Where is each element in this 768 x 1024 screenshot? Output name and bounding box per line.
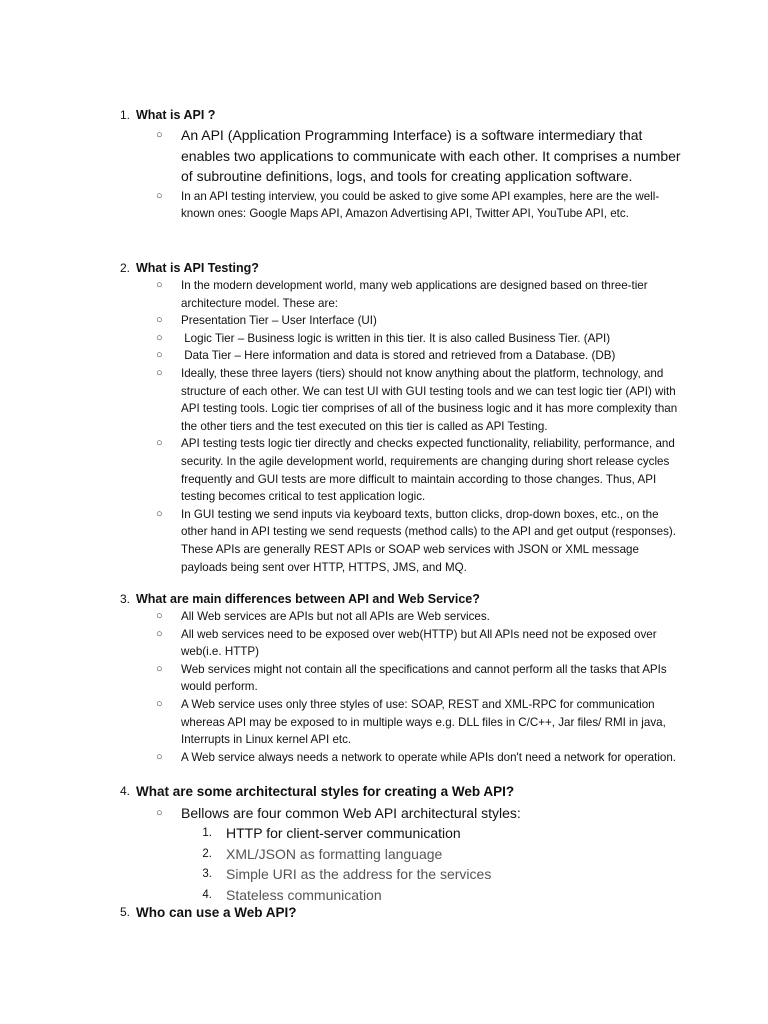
bullet-item (0, 749, 681, 767)
list-item (0, 823, 768, 844)
list-item-number: 3. (202, 868, 212, 880)
bullet-text: In GUI testing we send inputs via keyboard texts, button clicks, drop-down boxes, etc., on the other hand in API testing we send requests (method calls) to the API and get output (responses). These APIs are generally REST APIs or SOAP web services with JSON or XML message payloads being sent over HTTP, HTTPS, JMS, and MQ. (181, 507, 676, 574)
list-item-text: XML/JSON as formatting language (226, 845, 443, 862)
bullet-item (0, 330, 681, 348)
question-3-bullets (0, 608, 768, 766)
bullet-circle-icon: ○ (156, 331, 163, 344)
bullet-item (0, 435, 681, 505)
bullet-text: Bellows are four common Web API architectural styles: (181, 805, 521, 821)
bullet-item (0, 188, 681, 223)
bullet-item (0, 125, 681, 187)
list-item (0, 885, 768, 906)
bullet-circle-icon: ○ (156, 807, 163, 819)
bullet-text: In an API testing interview, you could be asked to give some API examples, here are the well-known ones: Google Maps API, Amazon Advertising API, Twitter API, YouTube API, etc. (181, 189, 660, 221)
bullet-item (0, 626, 681, 661)
bullet-item (0, 312, 681, 330)
bullet-text: Logic Tier – Business logic is written in this tier. It is also called Business Tier. (API) (181, 331, 611, 345)
question-number: 2. (119, 261, 130, 275)
bullet-circle-icon: ○ (156, 507, 163, 520)
bullet-circle-icon: ○ (156, 662, 163, 675)
architectural-styles-list (0, 823, 768, 905)
list-item-number: 2. (202, 847, 212, 860)
bullet-item (0, 696, 681, 749)
question-number: 3. (119, 592, 130, 606)
list-item-text: Simple URI as the address for the services (226, 866, 492, 882)
bullet-text: A Web service always needs a network to operate while APIs don't need a network for operation. (181, 750, 677, 764)
question-number: 5. (119, 905, 130, 919)
question-number: 1. (119, 108, 130, 122)
bullet-text: Presentation Tier – User Interface (UI) (181, 314, 377, 328)
bullet-circle-icon: ○ (156, 189, 163, 202)
list-item-number: 1. (202, 827, 212, 839)
question-2-bullets (0, 277, 768, 576)
bullet-item (0, 803, 741, 824)
list-item (0, 864, 768, 885)
bullet-text: API testing tests logic tier directly and checks expected functionality, reliability, performance, and security. In the agile development world, requirements are changing during short release cycles frequently and GUI tests are more difficult to maintain according to those changes. Thus, API testing becomes critical to test application logic. (181, 437, 675, 504)
bullet-circle-icon: ○ (156, 279, 163, 291)
bullet-text: An API (Application Programming Interface) is a software intermediary that enables two applications to communicate with each other. It comprises a number of subroutine definitions, logs, and tools for creating application software. (181, 127, 681, 184)
question-4-bullets (0, 803, 768, 824)
bullet-circle-icon: ○ (156, 437, 163, 450)
bullet-circle-icon: ○ (156, 314, 163, 327)
bullet-item (0, 506, 681, 576)
bullet-circle-icon: ○ (156, 366, 163, 379)
bullet-circle-icon: ○ (156, 697, 163, 710)
bullet-item (0, 347, 681, 365)
bullet-text: Ideally, these three layers (tiers) should not know anything about the platform, technology, and structure of each other. We can test UI with GUI testing tools and we can test logic tier (API) with API testing tools. Logic tier comprises of all of the business logic and it has more complexity than the other tiers and the test executed on this tier is called as API Testing. (181, 366, 678, 433)
list-item-number: 4. (202, 888, 212, 901)
bullet-text: Web services might not contain all the specifications and cannot perform all the tasks that APIs would perform. (181, 662, 667, 694)
bullet-circle-icon: ○ (156, 129, 163, 141)
bullet-circle-icon: ○ (156, 627, 163, 640)
bullet-item (0, 365, 681, 435)
bullet-text: A Web service uses only three styles of use: SOAP, REST and XML-RPC for communication whereas API may be exposed to in multiple ways e.g. DLL files in C/C++, Jar files/ RMI in java, Interrupts in Linux kernel API etc. (181, 697, 666, 747)
bullet-item (0, 277, 681, 312)
list-item-text: HTTP for client-server communication (226, 825, 461, 841)
question-title: What is API ? (136, 108, 216, 122)
bullet-text: In the modern development world, many web applications are designed based on three-tier architecture model. These are: (181, 279, 648, 310)
question-title: What is API Testing? (136, 261, 259, 275)
list-item (0, 844, 768, 865)
bullet-circle-icon: ○ (156, 750, 163, 763)
bullet-text: All Web services are APIs but not all APIs are Web services. (181, 610, 490, 623)
list-item-text: Stateless communication (226, 886, 382, 903)
bullet-text: All web services need to be exposed over web(HTTP) but All APIs need not be exposed over web(i.e. HTTP) (181, 627, 657, 659)
bullet-circle-icon: ○ (156, 349, 163, 362)
bullet-text: Data Tier – Here information and data is stored and retrieved from a Database. (DB) (181, 349, 616, 363)
question-number: 4. (119, 784, 130, 798)
question-title: Who can use a Web API? (136, 905, 297, 920)
bullet-item (0, 608, 681, 626)
question-1-bullets (0, 125, 768, 223)
bullet-circle-icon: ○ (156, 610, 163, 622)
bullet-item (0, 661, 681, 696)
question-title: What are main differences between API and Web Service? (136, 592, 480, 606)
question-title: What are some architectural styles for creating a Web API? (136, 784, 515, 799)
